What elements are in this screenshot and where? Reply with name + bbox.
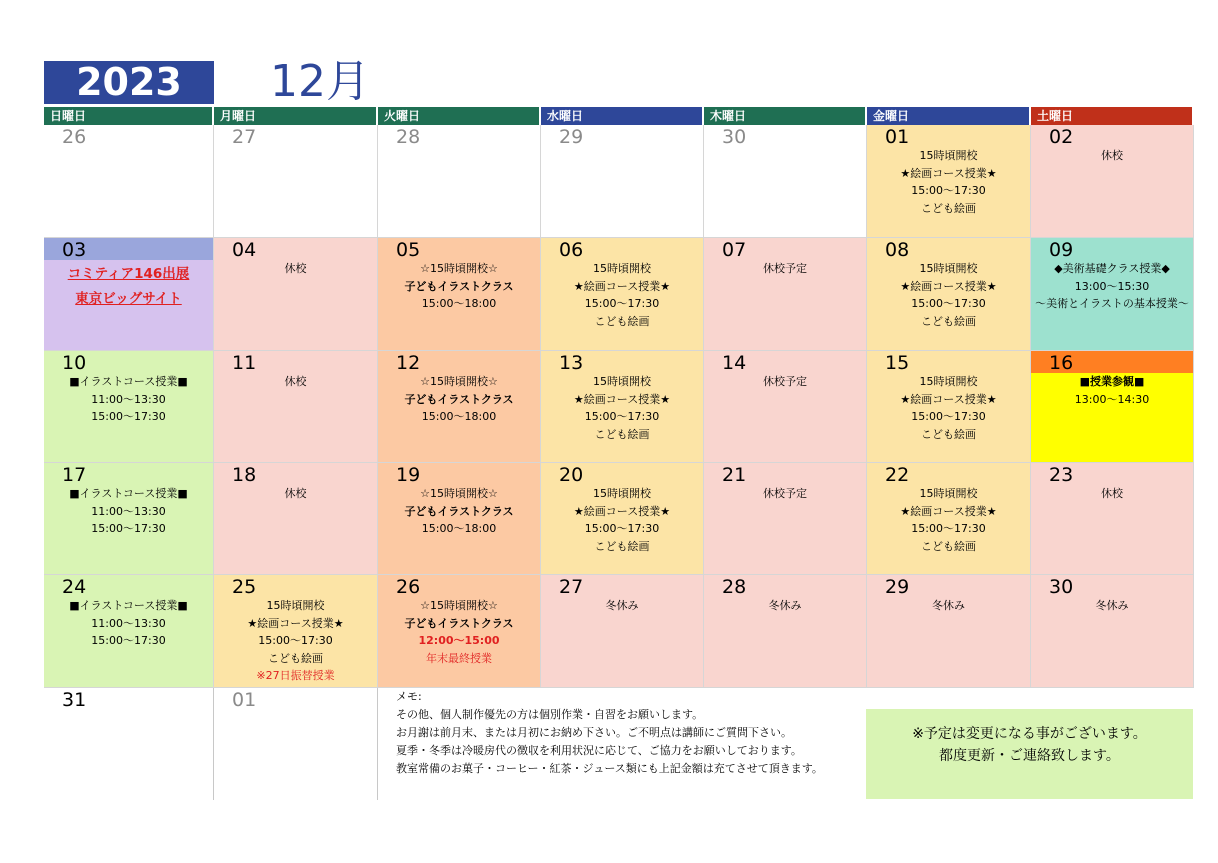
day-number: 22 [885, 464, 910, 486]
event-line: ■イラストコース授業■ [69, 375, 188, 388]
day-number: 01 [232, 689, 257, 711]
event-line: 15時頃開校 [266, 599, 325, 612]
event-line: 15:00～17:30 [91, 522, 166, 535]
day-cell [214, 463, 378, 575]
event-line: 休校予定 [763, 262, 807, 275]
event-line: ★絵画コース授業★ [900, 166, 997, 180]
weekday-header: 木曜日 [704, 107, 865, 125]
event-line: 15時頃開校 [593, 262, 651, 275]
day-cell [1031, 463, 1194, 575]
memo-title: メモ: [396, 690, 422, 703]
weekday-header: 水曜日 [541, 107, 702, 125]
day-number: 18 [232, 464, 257, 486]
day-cell [1031, 125, 1194, 238]
event-line: 15:00～17:30 [584, 297, 660, 310]
divider [377, 688, 378, 800]
weekday-header: 日曜日 [44, 107, 212, 125]
day-cell [867, 351, 1031, 463]
event-line: ◆美術基礎クラス授業◆ [1054, 262, 1170, 275]
event-line: 13:00～15:30 [1074, 279, 1150, 293]
day-number: 29 [885, 576, 910, 598]
day-number: 30 [1049, 576, 1074, 598]
event-line: こども絵画 [921, 201, 976, 215]
event-line: ☆15時頃開校☆ [420, 375, 498, 388]
event-line: 子どもイラストクラス [404, 392, 514, 406]
event-line: ★絵画コース授業★ [900, 392, 997, 406]
day-cell [378, 125, 541, 238]
event-line: 冬休み [768, 599, 802, 612]
month-label: 12月 [270, 56, 370, 107]
day-number: 30 [722, 126, 747, 148]
event-line: 15:00～17:30 [584, 522, 660, 535]
event-line: 冬休み [932, 599, 965, 612]
day-number: 10 [62, 352, 87, 374]
day-number: 12 [396, 352, 421, 374]
event-line: 休校 [284, 262, 307, 275]
event-line: 子どもイラストクラス [404, 279, 514, 293]
event-line: 休校予定 [763, 375, 807, 388]
event-line: 11:00～13:30 [91, 392, 166, 406]
event-line: 東京ビッグサイト [75, 291, 182, 307]
day-cell [378, 463, 541, 575]
divider [213, 688, 214, 800]
event-line: 休校 [284, 375, 307, 388]
day-number: 05 [396, 239, 421, 261]
day-number: 11 [232, 352, 257, 374]
event-line: 15時頃開校 [919, 487, 978, 500]
event-line: ☆15時頃開校☆ [420, 487, 498, 500]
event-line: 15:00～17:30 [911, 184, 986, 197]
day-cell [704, 575, 867, 688]
day-number: 28 [396, 126, 421, 148]
day-number: 24 [62, 576, 87, 598]
day-number: 26 [62, 126, 87, 148]
event-line: 15:00～17:30 [911, 410, 986, 423]
day-cell [867, 575, 1031, 688]
day-cell [44, 575, 214, 688]
day-number: 07 [722, 239, 747, 261]
event-line: ★絵画コース授業★ [573, 392, 671, 406]
memo-line: 教室常備のお菓子・コーヒー・紅茶・ジュース類にも上記金額は充てさせて頂きます。 [396, 762, 823, 775]
day-number: 23 [1049, 464, 1074, 486]
day-number: 25 [232, 576, 257, 598]
memo-section [396, 688, 823, 778]
day-cell [704, 238, 867, 351]
event-line: ★絵画コース授業★ [247, 616, 344, 630]
event-line: こども絵画 [594, 314, 650, 328]
event-line: 冬休み [605, 599, 639, 612]
event-line: ～美術とイラストの基本授業～ [1035, 297, 1189, 310]
day-cell [541, 125, 704, 238]
day-number: 03 [44, 238, 213, 260]
day-number: 28 [722, 576, 747, 598]
day-cell [44, 351, 214, 463]
event-line: こども絵画 [594, 539, 650, 553]
day-number: 09 [1049, 239, 1074, 261]
event-line: 15:00～17:30 [911, 297, 986, 310]
event-line: 15:00～17:30 [258, 634, 333, 647]
day-cell [867, 463, 1031, 575]
weekday-header: 土曜日 [1031, 107, 1192, 125]
day-cell [44, 125, 214, 238]
event-line: 15時頃開校 [593, 487, 651, 500]
event-line: 15:00～17:30 [911, 522, 986, 535]
weekday-header: 火曜日 [378, 107, 539, 125]
day-cell [214, 688, 378, 800]
event-line: 子どもイラストクラス [404, 504, 514, 518]
event-line: こども絵画 [594, 427, 650, 441]
memo-line: お月謝は前月末、または月初にお納め下さい。ご不明点は講師にご質問下さい。 [396, 726, 792, 739]
memo-line: その他、個人制作優先の方は個別作業・自習をお願いします。 [396, 708, 704, 721]
event-line: ★絵画コース授業★ [573, 504, 671, 518]
day-number: 19 [396, 464, 421, 486]
day-number: 14 [722, 352, 747, 374]
day-number: 20 [559, 464, 584, 486]
event-line: 休校 [284, 487, 307, 500]
day-number: 27 [559, 576, 584, 598]
event-line: こども絵画 [921, 314, 976, 328]
day-number: 06 [559, 239, 584, 261]
day-cell [704, 125, 867, 238]
event-line: 15時頃開校 [919, 262, 978, 275]
event-line: 15:00～18:00 [421, 410, 497, 423]
day-number: 21 [722, 464, 747, 486]
event-line: 15時頃開校 [593, 375, 651, 388]
day-cell [214, 351, 378, 463]
event-line: 15:00～18:00 [421, 297, 497, 310]
day-cell [541, 238, 704, 351]
event-line: こども絵画 [921, 539, 976, 553]
event-line: コミティア146出展 [67, 266, 190, 282]
event-line: こども絵画 [268, 651, 323, 665]
day-cell [541, 351, 704, 463]
day-number: 17 [62, 464, 87, 486]
event-line: 子どもイラストクラス [404, 616, 514, 630]
event-line: 年末最終授業 [426, 651, 492, 665]
day-cell [1031, 351, 1194, 463]
event-line: 15時頃開校 [919, 149, 978, 162]
day-cell [704, 351, 867, 463]
weekday-header: 月曜日 [214, 107, 376, 125]
day-number: 16 [1031, 351, 1193, 373]
event-line: 15:00～18:00 [421, 522, 497, 535]
day-number: 27 [232, 126, 257, 148]
event-line: 11:00～13:30 [91, 616, 166, 630]
event-line: ☆15時頃開校☆ [420, 599, 498, 612]
event-line: 11:00～13:30 [91, 504, 166, 518]
day-number: 13 [559, 352, 584, 374]
event-line: ☆15時頃開校☆ [420, 262, 498, 275]
day-cell [378, 238, 541, 351]
day-cell [44, 463, 214, 575]
notice-line: ※予定は変更になる事がございます。 [912, 726, 1147, 742]
day-number: 15 [885, 352, 910, 374]
day-cell [44, 688, 214, 800]
memo-line: 夏季・冬季は冷暖房代の徴収を利用状況に応じて、ご協力をお願いしております。 [396, 744, 802, 757]
day-cell [1031, 575, 1194, 688]
event-line: ★絵画コース授業★ [900, 279, 997, 293]
day-number: 31 [62, 689, 87, 711]
year-label: 2023 [44, 61, 214, 104]
day-number: 02 [1049, 126, 1074, 148]
event-line: ■授業参観■ [1079, 375, 1145, 388]
day-cell [378, 575, 541, 688]
event-line: 休校 [1101, 149, 1123, 162]
event-line: ★絵画コース授業★ [900, 504, 997, 518]
event-line: ※27日振替授業 [256, 669, 335, 682]
event-line: 冬休み [1095, 599, 1129, 612]
event-line: ★絵画コース授業★ [573, 279, 671, 293]
day-cell [214, 125, 378, 238]
day-cell [541, 575, 704, 688]
schedule-change-notice [866, 709, 1193, 799]
day-number: 26 [396, 576, 421, 598]
day-cell [867, 238, 1031, 351]
event-line: 13:00～14:30 [1074, 392, 1150, 406]
event-line: 15:00～17:30 [584, 410, 660, 423]
weekday-header: 金曜日 [867, 107, 1029, 125]
event-line: こども絵画 [921, 427, 976, 441]
event-line: 15:00～17:30 [91, 634, 166, 647]
day-cell [214, 238, 378, 351]
day-cell [867, 125, 1031, 238]
event-line: 休校 [1101, 487, 1123, 500]
day-cell [378, 351, 541, 463]
event-line: ■イラストコース授業■ [69, 599, 188, 612]
day-number: 29 [559, 126, 584, 148]
event-line: 15:00～17:30 [91, 410, 166, 423]
day-cell [44, 238, 214, 351]
day-cell [704, 463, 867, 575]
day-cell [1031, 238, 1194, 351]
day-number: 04 [232, 239, 257, 261]
event-line: 15時頃開校 [919, 375, 978, 388]
day-number: 01 [885, 126, 910, 148]
notice-line: 都度更新・ご連絡致します。 [939, 748, 1120, 764]
event-line: 休校予定 [763, 487, 807, 500]
day-cell [541, 463, 704, 575]
day-cell [214, 575, 378, 688]
day-number: 08 [885, 239, 910, 261]
event-line: ■イラストコース授業■ [69, 487, 188, 500]
event-line: 12:00～15:00 [418, 634, 500, 647]
